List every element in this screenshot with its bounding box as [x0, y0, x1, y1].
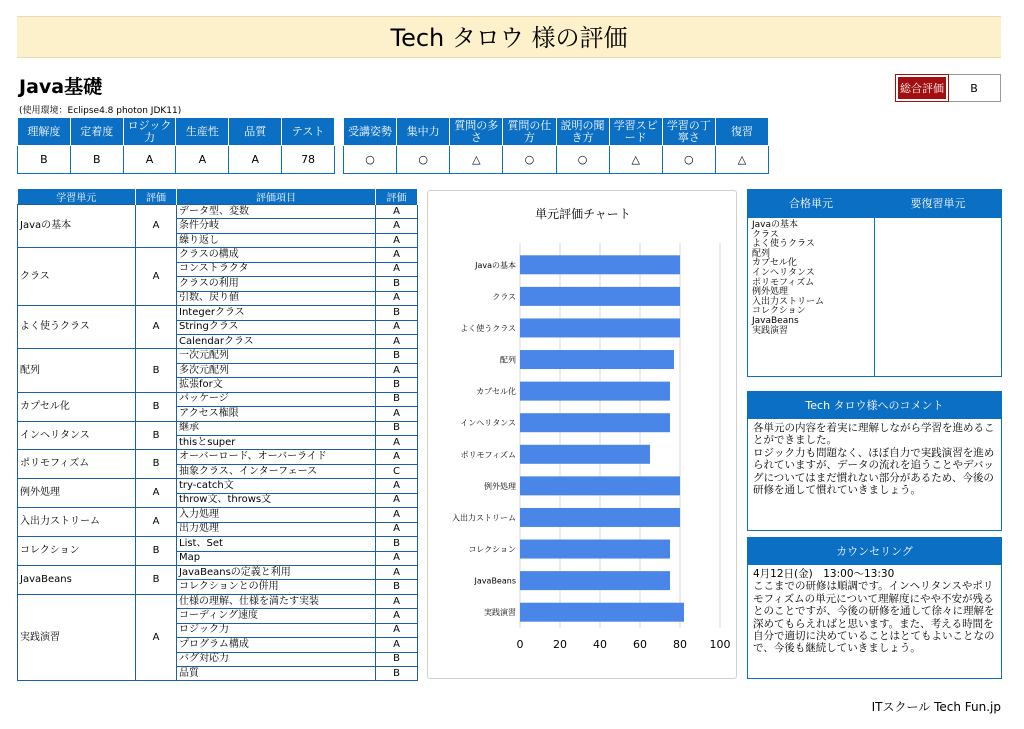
item-name: コンストラクタ [177, 262, 376, 276]
table-row [18, 565, 418, 579]
unit-evaluation-table [17, 189, 418, 681]
item-name: クラスの利用 [177, 277, 376, 291]
list-item: 実践演習 [752, 325, 789, 336]
item-name: Map [177, 551, 376, 565]
bar [520, 287, 680, 306]
unit-name: JavaBeans [18, 565, 136, 594]
list-item: JavaBeans [752, 315, 799, 326]
item-grade: A [376, 407, 418, 421]
skill-label: 定着度 [70, 118, 123, 146]
item-name: throw文、throws文 [177, 493, 376, 507]
item-name: JavaBeansの定義と利用 [177, 565, 376, 579]
item-name: Stringクラス [177, 320, 376, 334]
skill-value: B [18, 146, 71, 174]
y-tick-label: コレクション [468, 545, 516, 555]
bar [520, 603, 684, 622]
item-grade: A [376, 508, 418, 522]
unit-name: カプセル化 [18, 392, 136, 421]
item-name: Integerクラス [177, 306, 376, 320]
attitude-label: 受講姿勢 [344, 118, 397, 146]
header-unit-grade: 評価 [136, 189, 177, 205]
item-grade: B [376, 421, 418, 435]
unit-name: 例外処理 [18, 479, 136, 508]
passed-units-list [748, 218, 874, 339]
attitude-label: 質問の仕方 [503, 118, 556, 146]
page-title: Tech タロウ 様の評価 [17, 16, 1001, 58]
review-units-header: 要復習単元 [875, 190, 1001, 218]
skill-label: 生産性 [176, 118, 229, 146]
x-tick-label: 0 [516, 638, 524, 651]
item-name: 多次元配列 [177, 363, 376, 377]
item-grade: B [376, 349, 418, 363]
comment-header: Tech タロウ様へのコメント [748, 392, 1001, 419]
skill-label: ロジック力 [123, 118, 176, 146]
unit-name: よく使うクラス [18, 306, 136, 349]
item-name: 継承 [177, 421, 376, 435]
x-tick-label: 20 [553, 638, 567, 651]
unit-grade: A [136, 508, 177, 537]
item-grade: B [376, 277, 418, 291]
attitude-value: △ [609, 146, 662, 174]
skill-label: 理解度 [18, 118, 71, 146]
item-name: 引数、戻り値 [177, 291, 376, 305]
y-tick-label: 例外処理 [484, 481, 516, 491]
skill-value: 78 [282, 146, 335, 174]
item-grade: A [376, 450, 418, 464]
item-grade: A [376, 291, 418, 305]
attitude-value: △ [450, 146, 503, 174]
passed-units-panel [747, 189, 1002, 377]
item-grade: B [376, 580, 418, 594]
list-item: 配列 [752, 248, 771, 259]
item-name: パッケージ [177, 392, 376, 406]
attitude-label: 学習スピード [609, 118, 662, 146]
item-name: Calendarクラス [177, 334, 376, 348]
attitude-value: ○ [397, 146, 450, 174]
footer-brand: ITスクール Tech Fun.jp [871, 700, 1001, 714]
item-grade: B [376, 537, 418, 551]
item-name: プログラム構成 [177, 638, 376, 652]
item-grade: B [376, 392, 418, 406]
item-grade: B [376, 378, 418, 392]
unit-grade: B [136, 450, 177, 479]
item-grade: A [376, 219, 418, 233]
overall-rating-value: B [970, 81, 978, 95]
attitude-label: 学習の丁寧さ [662, 118, 715, 146]
skill-value: B [70, 146, 123, 174]
item-grade: B [376, 652, 418, 666]
item-grade: A [376, 522, 418, 536]
item-name: バグ対応力 [177, 652, 376, 666]
item-grade: A [376, 262, 418, 276]
unit-grade: B [136, 565, 177, 594]
item-grade: A [376, 493, 418, 507]
unit-grade: B [136, 421, 177, 450]
attitude-value: ○ [503, 146, 556, 174]
unit-grade: B [136, 392, 177, 421]
header-unit: 学習単元 [18, 189, 136, 205]
item-name: thisとsuper [177, 436, 376, 450]
bar [520, 350, 674, 369]
item-name: クラスの構成 [177, 248, 376, 262]
item-name: データ型、変数 [177, 205, 376, 219]
course-title: Java基礎 [19, 76, 103, 98]
list-item: クラス [752, 229, 779, 240]
item-name: 一次元配列 [177, 349, 376, 363]
item-grade: A [376, 334, 418, 348]
item-grade: B [376, 306, 418, 320]
item-grade: A [376, 320, 418, 334]
list-item: よく使うクラス [752, 239, 815, 250]
table-row [18, 205, 418, 219]
passed-units-header: 合格単元 [748, 190, 874, 218]
unit-name: コレクション [18, 537, 136, 566]
item-grade: A [376, 638, 418, 652]
y-tick-label: JavaBeans [474, 576, 516, 586]
table-row [18, 248, 418, 262]
unit-name: ポリモフィズム [18, 450, 136, 479]
item-name: アクセス権限 [177, 407, 376, 421]
x-tick-label: 40 [593, 638, 607, 651]
unit-name: 配列 [18, 349, 136, 392]
item-grade: A [376, 609, 418, 623]
list-item: コレクション [752, 306, 806, 317]
x-tick-label: 100 [709, 638, 731, 651]
unit-name: クラス [18, 248, 136, 306]
chart-title: 単元評価チャート [535, 207, 631, 221]
table-row [18, 392, 418, 406]
attitude-value: ○ [662, 146, 715, 174]
item-grade: A [376, 623, 418, 637]
table-row [18, 479, 418, 493]
counseling-header: カウンセリング [748, 538, 1001, 565]
item-grade: A [376, 594, 418, 608]
unit-chart-svg [428, 191, 738, 680]
item-grade: A [376, 248, 418, 262]
bar [520, 445, 650, 464]
unit-grade: A [136, 479, 177, 508]
skill-label: 品質 [229, 118, 282, 146]
table-row [18, 306, 418, 320]
bar [520, 413, 670, 432]
table-row [18, 594, 418, 608]
y-tick-label: 配列 [500, 355, 516, 365]
counseling-panel [747, 537, 1002, 679]
attitude-label: 説明の聞き方 [556, 118, 609, 146]
skill-value: A [176, 146, 229, 174]
x-tick-label: 80 [673, 638, 687, 651]
unit-grade: A [136, 248, 177, 306]
y-tick-label: 入出力ストリーム [452, 513, 516, 523]
attitude-value: ○ [556, 146, 609, 174]
unit-name: Javaの基本 [18, 205, 136, 248]
attitude-label: 質問の多さ [450, 118, 503, 146]
y-tick-label: クラス [492, 292, 516, 302]
item-name: ロジック力 [177, 623, 376, 637]
item-name: 仕様の理解、仕様を満たす実装 [177, 594, 376, 608]
y-tick-label: よく使うクラス [460, 323, 516, 333]
item-grade: A [376, 363, 418, 377]
table-row [18, 508, 418, 522]
attitude-value: △ [715, 146, 768, 174]
item-name: オーバーロード、オーバーライド [177, 450, 376, 464]
comment-body: 各単元の内容を着実に理解しながら学習を進めることができました。 ロジック力も問題なく、ほぼ自力で実践演習を進められていますが、データの流れを追うことやデバッグについてはまだ慣れない部分があるため、今後の研修を通して慣れていきましょう。 [753, 422, 995, 497]
list-item: 入出力ストリーム [752, 296, 825, 307]
unit-chart [427, 190, 737, 679]
table-row [18, 537, 418, 551]
list-item: 例外処理 [752, 287, 789, 298]
table-row [18, 450, 418, 464]
item-grade: C [376, 464, 418, 478]
item-grade: B [376, 667, 418, 681]
list-item: カプセル化 [752, 258, 797, 269]
header-item-grade: 評価 [376, 189, 418, 205]
y-tick-label: カプセル化 [476, 387, 516, 397]
unit-grade: A [136, 306, 177, 349]
bar [520, 476, 680, 495]
unit-grade: A [136, 594, 177, 681]
list-item: Javaの基本 [752, 220, 799, 230]
skill-label: テスト [282, 118, 335, 146]
counseling-date: 4月12日(金) 13:00～13:30 [753, 568, 895, 580]
unit-grade: A [136, 205, 177, 248]
unit-name: 実践演習 [18, 594, 136, 681]
item-grade: A [376, 205, 418, 219]
unit-name: 入出力ストリーム [18, 508, 136, 537]
list-item: ポリモフィズム [752, 277, 815, 288]
item-grade: A [376, 436, 418, 450]
bar [520, 255, 680, 274]
table-row [18, 349, 418, 363]
item-name: 品質 [177, 667, 376, 681]
item-name: 入力処理 [177, 508, 376, 522]
skills-table [17, 117, 335, 174]
bar [520, 382, 670, 401]
x-tick-label: 60 [633, 638, 647, 651]
attitude-table [343, 117, 769, 174]
item-name: 条件分岐 [177, 219, 376, 233]
unit-grade: B [136, 349, 177, 392]
item-grade: A [376, 479, 418, 493]
bar [520, 540, 670, 559]
header-item: 評価項目 [177, 189, 376, 205]
y-tick-label: Javaの基本 [475, 260, 516, 270]
y-tick-label: ポリモフィズム [460, 450, 516, 460]
attitude-value: ○ [344, 146, 397, 174]
attitude-label: 集中力 [397, 118, 450, 146]
list-item: インヘリタンス [752, 267, 815, 278]
bar [520, 508, 680, 527]
item-name: 繰り返し [177, 233, 376, 247]
comment-panel [747, 391, 1002, 531]
bar [520, 571, 670, 590]
item-name: 抽象クラス、インターフェース [177, 464, 376, 478]
unit-grade: B [136, 537, 177, 566]
bar [520, 318, 680, 337]
attitude-label: 復習 [715, 118, 768, 146]
item-name: コレクションとの併用 [177, 580, 376, 594]
y-tick-label: インヘリタンス [460, 418, 516, 428]
item-name: 拡張for文 [177, 378, 376, 392]
y-tick-label: 実践演習 [484, 608, 516, 618]
item-name: List、Set [177, 537, 376, 551]
counseling-body: ここまでの研修は順調です。インヘリタンスやポリモフィズムの単元について理解度にやや不安が残るとのことですが、今後の研修を通して徐々に理解を深めてもらえればと思います。また、考える時間を自分で適切に決めていることはとてもよいことなので、今後も継続していきましょう。 [753, 580, 995, 655]
item-grade: A [376, 551, 418, 565]
item-name: try-catch文 [177, 479, 376, 493]
unit-name: インヘリタンス [18, 421, 136, 450]
table-row [18, 421, 418, 435]
environment-note: (使用環境：Eclipse4.8 photon JDK11) [19, 106, 182, 116]
skill-value: A [229, 146, 282, 174]
item-name: 出力処理 [177, 522, 376, 536]
skill-value: A [123, 146, 176, 174]
item-name: コーディング速度 [177, 609, 376, 623]
overall-rating [895, 74, 1001, 102]
overall-rating-label: 総合評価 [896, 75, 948, 101]
item-grade: A [376, 233, 418, 247]
item-grade: A [376, 565, 418, 579]
